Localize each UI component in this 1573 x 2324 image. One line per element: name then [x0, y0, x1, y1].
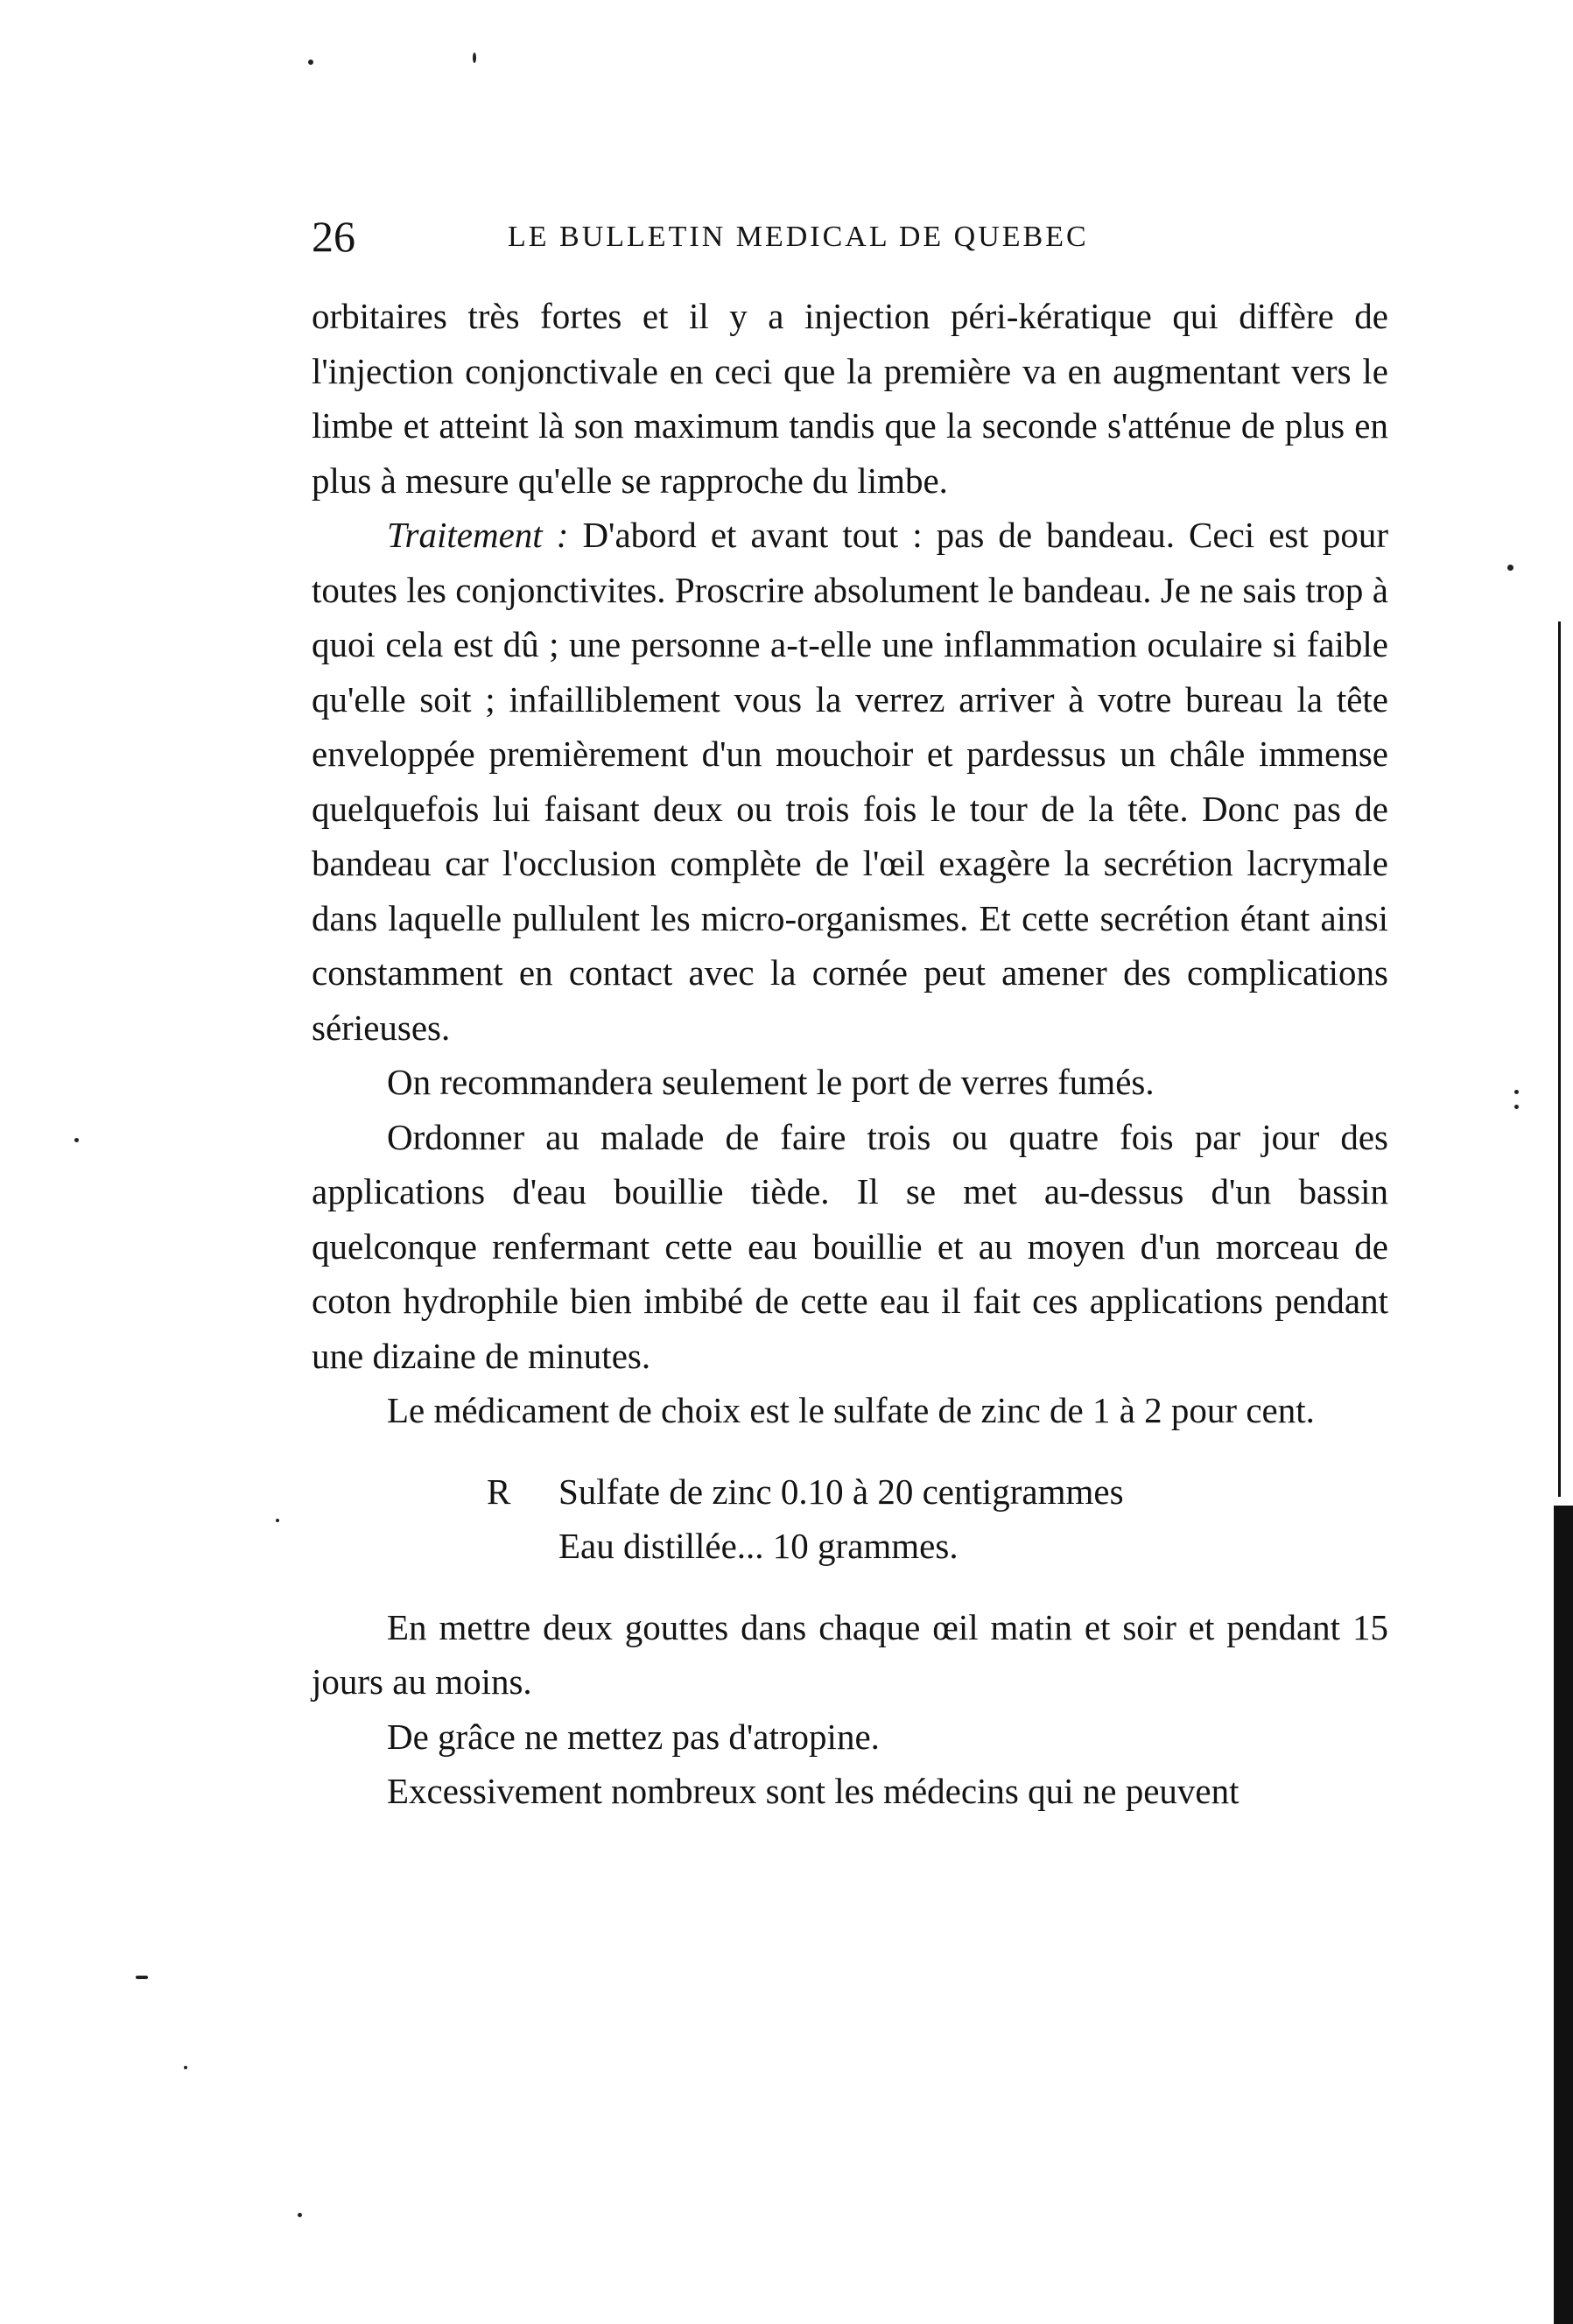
article-body: [312, 289, 1388, 1819]
paragraph-excessivement: Excessivement nombreux sont les médecins qui ne peuvent: [387, 1771, 1239, 1811]
page-header: [312, 210, 1388, 263]
prescription-sulfate: Sulfate de zinc 0.10 à 20 centigrammes: [558, 1471, 1124, 1512]
paragraph-orbitaires: orbitaires très fortes et il y a injection péri-kératique qui diffère de l'injection conjonctivale en ceci que la première va en augmentant vers le limbe et atteint là son maximum tandis que la seconde s'atténue de plus en plus à mesure qu'elle se rapproche du limbe.: [312, 296, 1388, 501]
scan-speck: [1514, 1090, 1519, 1094]
scan-speck: [1507, 565, 1513, 571]
paragraph-atropine: De grâce ne mettez pas d'atropine.: [387, 1716, 880, 1757]
scan-speck: [74, 1138, 79, 1142]
prescription-line-1: [312, 1464, 1388, 1520]
prescription-line-2: [312, 1519, 1388, 1574]
scan-speck: [473, 53, 476, 63]
running-title: LE BULLETIN MEDICAL DE QUEBEC: [508, 221, 1089, 253]
paragraph-medicament: Le médicament de choix est le sulfate de zinc de 1 à 2 pour cent.: [387, 1390, 1315, 1430]
traitement-label: Traitement :: [387, 515, 569, 555]
scan-edge-shadow: [1554, 1506, 1573, 2324]
scan-speck: [298, 2213, 302, 2217]
page-number: 26: [312, 212, 355, 261]
prescription: [312, 1464, 1388, 1574]
scan-speck: [1514, 1105, 1519, 1109]
scan-speck: [308, 60, 313, 65]
paragraph-verres: On recommandera seulement le port de verres fumés.: [387, 1062, 1155, 1102]
paragraph-traitement: [312, 508, 1388, 1055]
scan-speck: [276, 1519, 279, 1522]
paragraph-ordonner: Ordonner au malade de faire trois ou quatre fois par jour des applications d'eau bouillie tiède. Il se met au-dessus d'un bassin quelconque renfermant cette eau bouillie et au moyen d'un morceau de coton hydrophile bien imbibé de cette eau il fait ces applications pendant une dizaine de minutes.: [312, 1116, 1388, 1376]
paragraph-gouttes: En mettre deux gouttes dans chaque œil matin et soir et pendant 15 jours au moins.: [312, 1606, 1388, 1702]
scan-edge-line: [1558, 621, 1561, 1497]
prescription-eau: Eau distillée... 10 grammes.: [558, 1526, 959, 1566]
scan-speck: [184, 2066, 187, 2069]
traitement-text: D'abord et avant tout : pas de bandeau. Ceci est pour toutes les conjonctivites. Proscrire absolument le bandeau. Je ne sais trop à quoi cela est dû ; une personne a-t-elle une inflammation oculaire si faible qu'elle soit ; infailliblement vous la verrez arriver à votre bureau la tête enveloppée premièrement d'un mouchoir et pardessus un châle immense quelquefois lui faisant deux ou trois fois le tour de la tête. Donc pas de bandeau car l'occlusion complète de l'œil exagère la secrétion lacrymale dans laquelle pullulent les micro-organismes. Et cette secrétion étant ainsi constamment en contact avec la cornée peut amener des complications sérieuses.: [312, 515, 1388, 1048]
scan-speck: [136, 1976, 148, 1979]
prescription-mark: R: [487, 1471, 511, 1512]
